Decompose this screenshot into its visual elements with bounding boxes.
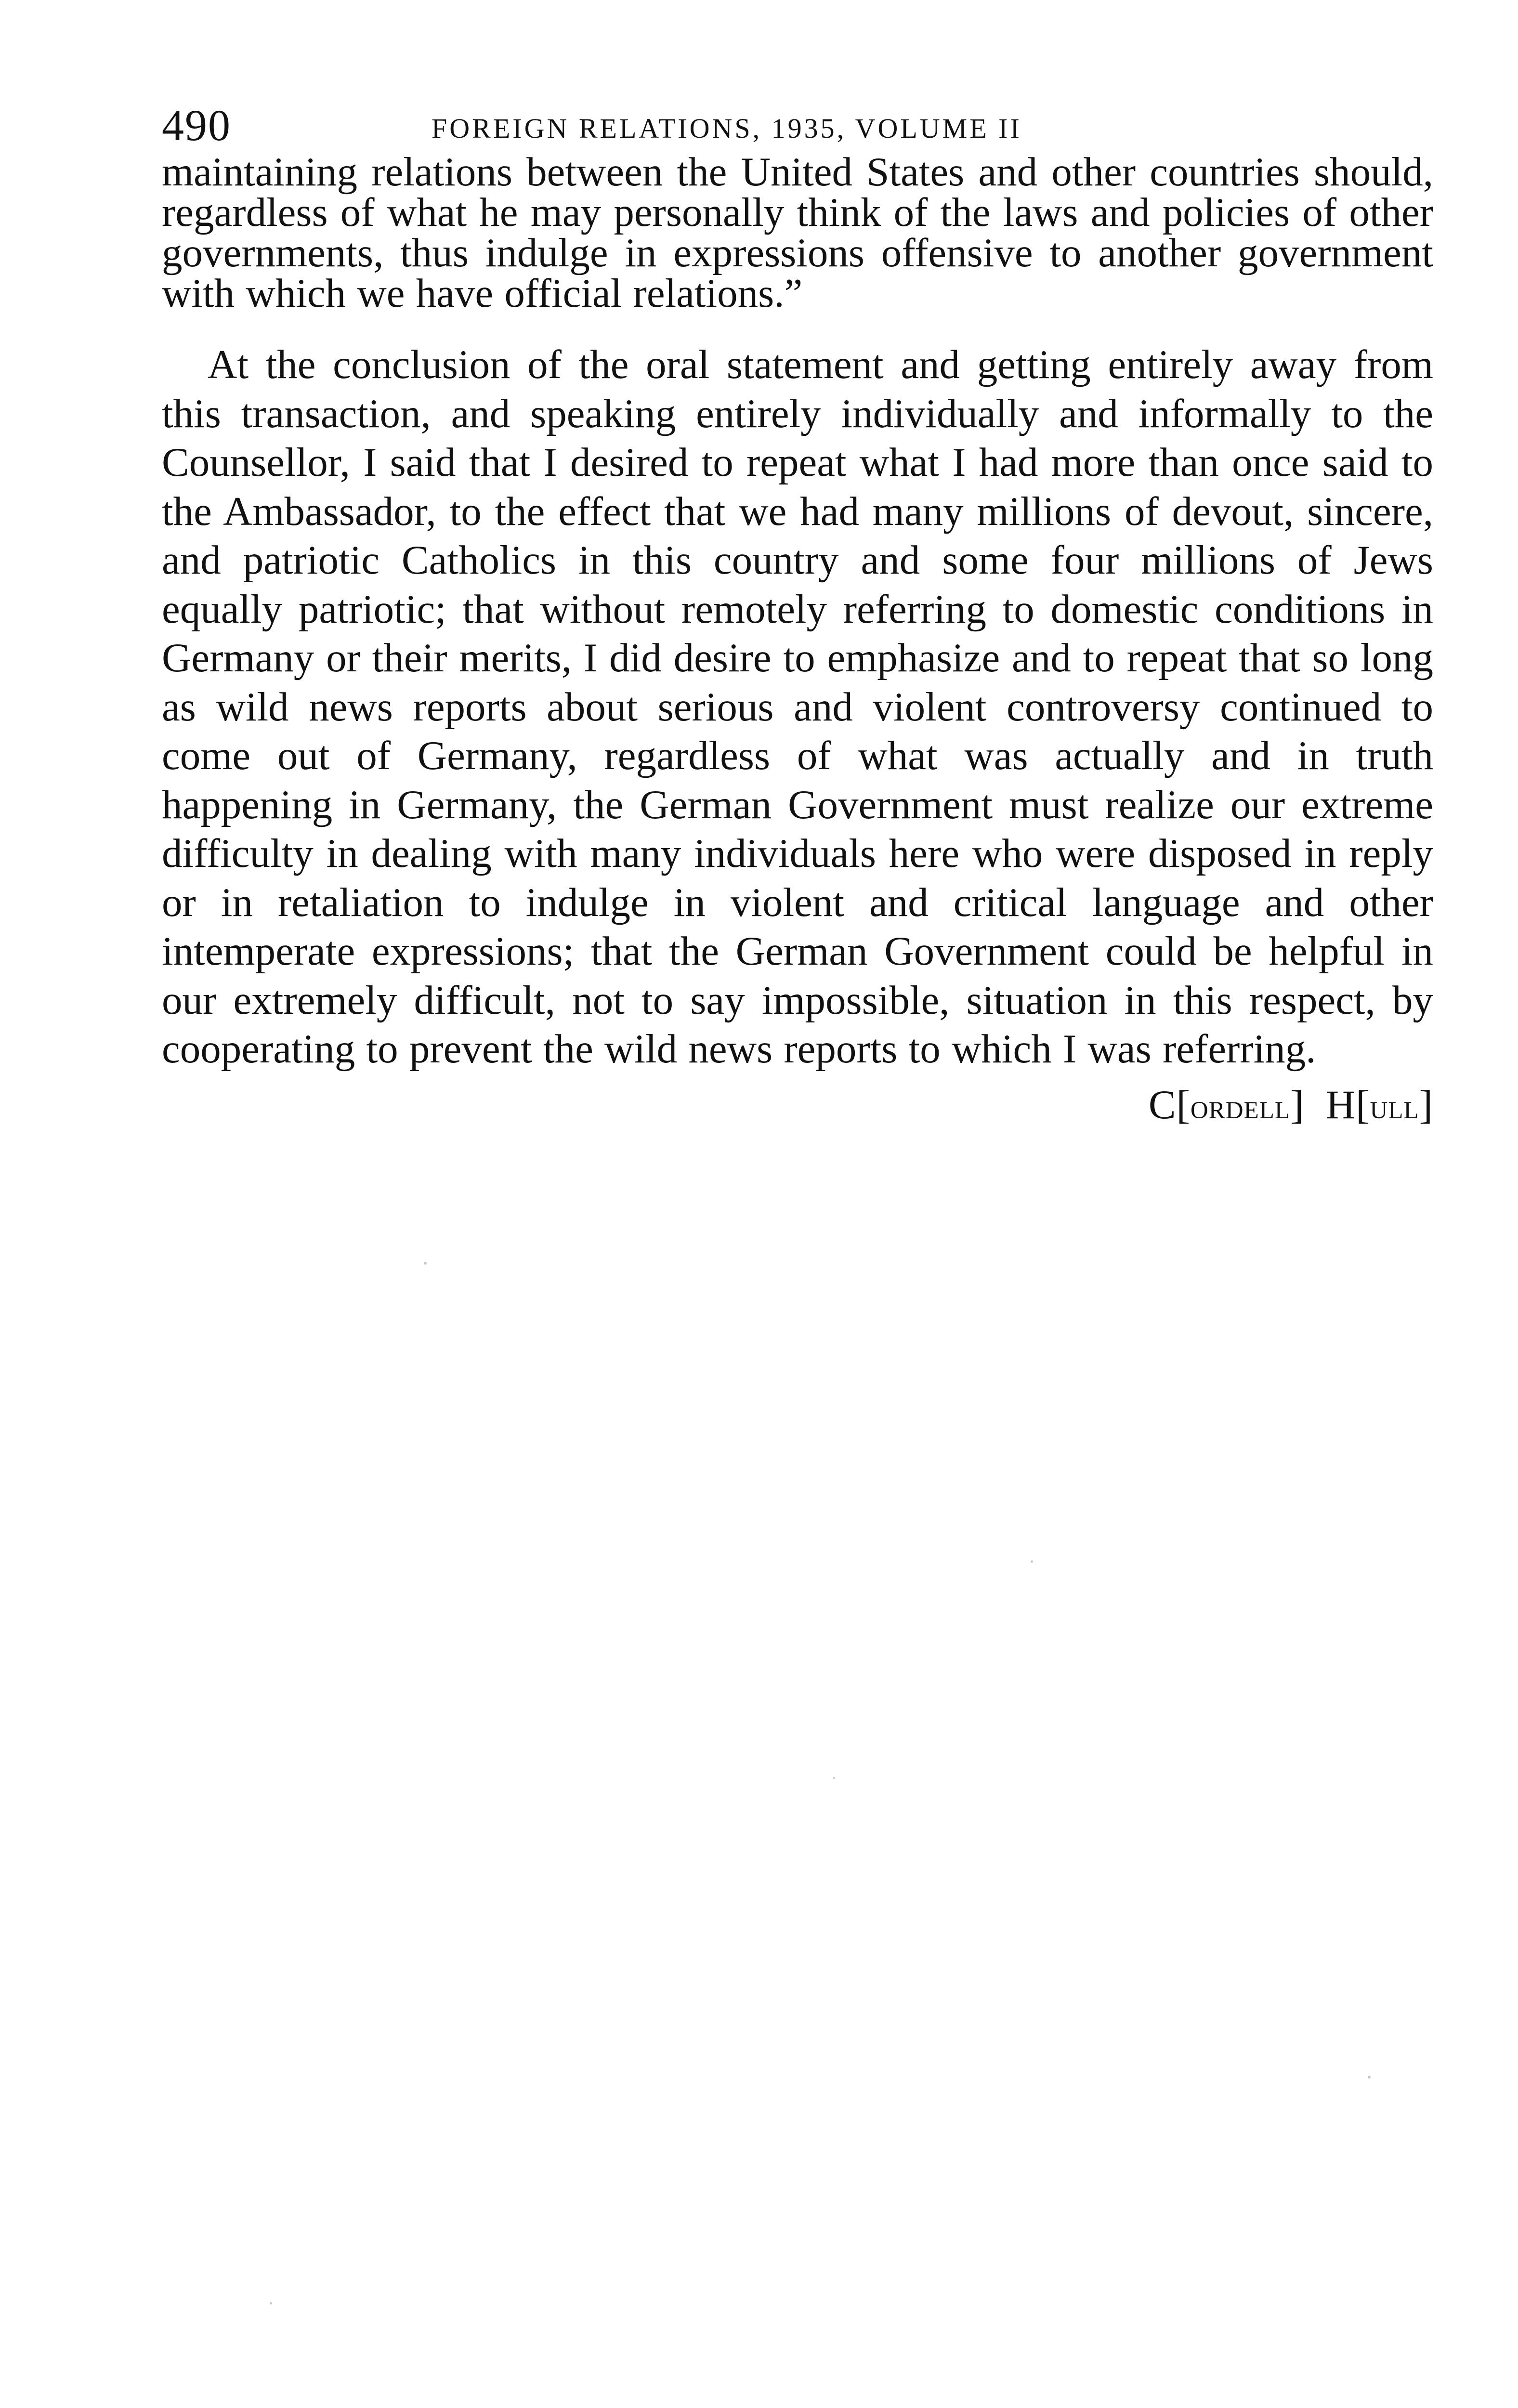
scan-speck (424, 1262, 427, 1265)
page-number: 490 (162, 101, 231, 150)
scan-speck (270, 2302, 272, 2304)
paragraph-continued: maintaining relations between the United States and other countries should, regardless of what he may personally think of the laws and policies of other governments, thus indulge in expressions offensive to another government with which we have official relations.” (162, 149, 1433, 316)
scan-speck (1031, 1560, 1033, 1563)
running-title: FOREIGN RELATIONS, 1935, VOLUME II (432, 113, 1022, 144)
scan-speck (833, 1777, 835, 1779)
signature: C[ordell] H[ull] (1148, 1082, 1433, 1127)
paragraph-main: At the conclusion of the oral statement and getting entirely away from this transaction, and speaking entirely individually and informally to the Counsellor, I said that I desired to repeat what I had more than once said to the Ambassador, to the effect that we had many millions of devout, sincere, and patriotic Catholics in this country and some four millions of Jews equally patriotic; that without remotely referring to domestic conditions in Germany or their merits, I did desire to emphasize and to repeat that so long as wild news reports about serious and violent controversy continued to come out of Germany, regardless of what was actually and in truth happening in Germany, the German Government must realize our extreme difficulty in dealing with many individuals here who were disposed in reply or in retaliation to indulge in violent and critical language and other intemperate expressions; that the German Government could be helpful in our extremely difficult, not to say impossible, situation in this respect, by cooperating to prevent the wild news reports to which I was referring. (162, 342, 1433, 1072)
document-page (162, 99, 1433, 1131)
running-head (162, 99, 1433, 152)
signature-last-rest: ull (1370, 1086, 1419, 1126)
signature-first-initial: C (1148, 1082, 1177, 1127)
scan-speck (1368, 2076, 1371, 2079)
signature-last-initial: H (1325, 1082, 1356, 1127)
signature-first-rest: ordell (1190, 1086, 1291, 1126)
